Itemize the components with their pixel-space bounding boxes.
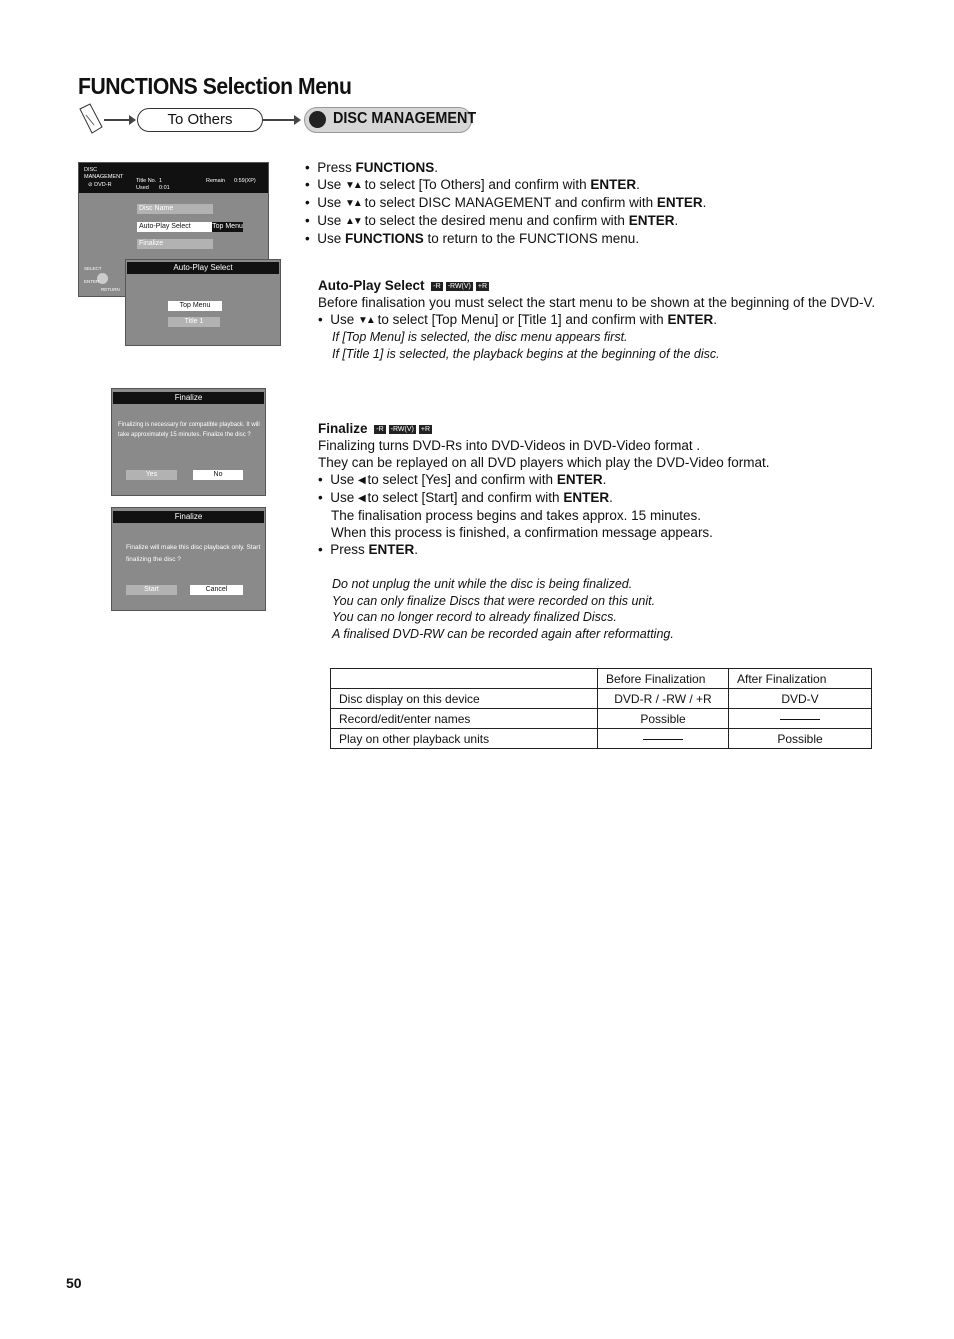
section-description: Finalizing turns DVD-Rs into DVD-Videos in DVD-Video format . — [318, 438, 701, 453]
down-up-arrows-icon: ▼▲ — [345, 180, 361, 191]
section-heading: Finalize -R -RW(V) +R — [318, 421, 431, 436]
auto-play-bullet: • Use ▼▲ to select [Top Menu] or [Title 1] and confirm with ENTER. — [318, 312, 717, 327]
osd-used: 0:01 — [159, 185, 170, 191]
table-header-row — [331, 669, 872, 689]
finalization-table — [330, 668, 872, 749]
table-row — [331, 729, 872, 749]
table-header: Before Finalization — [598, 669, 729, 689]
osd-message: Finalize will make this disc playback only. Start finalizing the disc ? — [126, 544, 261, 563]
option-title-1[interactable]: Title 1 — [168, 317, 220, 327]
page-number: 50 — [66, 1275, 82, 1291]
table-cell: DVD-V — [729, 689, 872, 709]
remote-icon — [76, 103, 106, 137]
dash-line — [643, 739, 683, 740]
badge-rwv: -RW(V) — [390, 426, 414, 433]
osd-finalize-start — [111, 507, 266, 611]
breadcrumb-to-others: To Others — [137, 108, 263, 132]
osd-used-label: Used — [136, 185, 149, 191]
step-4: • Use ▲▼ to select the desired menu and confirm with ENTER. — [305, 213, 679, 228]
steps-list — [305, 159, 865, 247]
osd-enter-label: ENTER — [84, 279, 100, 284]
finalize-line: The finalisation process begins and takes approx. 15 minutes. — [331, 508, 701, 523]
osd-title-no: 1 — [159, 178, 163, 184]
osd-remain: 0:59(XP) — [234, 178, 256, 184]
left-arrow-icon: ◀ — [358, 493, 364, 504]
option-top-menu[interactable]: Top Menu — [168, 301, 222, 311]
osd-item-value: Top Menu — [212, 223, 243, 230]
left-arrow-icon: ◀ — [358, 475, 364, 486]
osd-item-disc-name[interactable]: Disc Name — [137, 204, 213, 214]
note: You can no longer record to already finalized Discs. — [332, 610, 617, 624]
table-cell-dash — [598, 729, 729, 749]
step-2: • Use ▼▲ to select [To Others] and confirm with ENTER. — [305, 177, 640, 192]
arrow-head-icon — [129, 115, 136, 125]
finalize-line: When this process is finished, a confirmation message appears. — [331, 525, 713, 540]
yes-button[interactable]: Yes — [126, 470, 177, 480]
step-3: • Use ▼▲ to select DISC MANAGEMENT and confirm with ENTER. — [305, 195, 707, 210]
table-row — [331, 689, 872, 709]
table-cell: Possible — [598, 709, 729, 729]
cancel-button[interactable]: Cancel — [190, 585, 243, 595]
osd-auto-play-select — [125, 259, 281, 346]
table-cell-dash — [729, 709, 872, 729]
finalize-section — [318, 420, 878, 642]
disc-icon — [309, 111, 326, 128]
badge-plus-r: +R — [420, 426, 431, 433]
osd-popup-title: Finalize — [113, 511, 264, 523]
finalize-bullet-2: • Use ◀ to select [Start] and confirm with ENTER. — [318, 490, 613, 505]
section-description: Before finalisation you must select the start menu to be shown at the beginning of the DVD-V. — [318, 295, 876, 310]
down-up-arrows-icon: ▼▲ — [345, 198, 361, 209]
page-title: FUNCTIONS Selection Menu — [78, 73, 352, 99]
osd-finalize-confirm — [111, 388, 266, 496]
section-heading: Auto-Play Select -R -RW(V) +R — [318, 278, 488, 293]
dash-line — [780, 719, 820, 720]
badge-plus-r: +R — [477, 283, 488, 290]
table-cell: DVD-R / -RW / +R — [598, 689, 729, 709]
osd-message: Finalizing is necessary for compatible playback. It will take approximately 15 minutes. Finalize the disc ? — [118, 422, 260, 438]
osd-item-finalize[interactable]: Finalize — [137, 239, 213, 249]
arrow-head-icon — [294, 115, 301, 125]
table-header — [331, 669, 598, 689]
badge-r: -R — [433, 283, 441, 290]
finalize-bullet-1: • Use ◀ to select [Yes] and confirm with ENTER. — [318, 472, 607, 487]
auto-play-section — [318, 277, 878, 362]
section-description: They can be replayed on all DVD players which play the DVD-Video format. — [318, 455, 770, 470]
table-row — [331, 709, 872, 729]
osd-return-label: RETURN — [101, 287, 120, 292]
osd-header-label: DISC MANAGEMENT — [84, 167, 124, 180]
no-button[interactable]: No — [193, 470, 243, 480]
table-cell: Record/edit/enter names — [331, 709, 598, 729]
badge-rwv: -RW(V) — [447, 283, 471, 290]
step-5: • Use FUNCTIONS to return to the FUNCTIONS menu. — [305, 231, 640, 246]
note: If [Title 1] is selected, the playback begins at the beginning of the disc. — [332, 346, 720, 361]
down-up-arrows-icon: ▼▲ — [358, 315, 374, 326]
step-1: • Press FUNCTIONS. — [305, 160, 439, 175]
breadcrumb-disc-management: DISC MANAGEMENT — [304, 107, 472, 133]
osd-remain-label: Remain — [206, 178, 225, 184]
up-down-arrows-icon: ▲▼ — [345, 216, 361, 227]
note: A finalised DVD-RW can be recorded again after reformatting. — [332, 626, 674, 641]
osd-item-auto-play-select[interactable]: Auto-Play Select — [137, 222, 213, 232]
arrow-icon — [104, 119, 132, 121]
osd-select-label: SELECT — [84, 266, 102, 271]
table-cell: Possible — [729, 729, 872, 749]
osd-title-no-label: Title No. — [136, 178, 157, 184]
note: Do not unplug the unit while the disc is being finalized. — [332, 577, 633, 591]
table-cell: Play on other playback units — [331, 729, 598, 749]
osd-disc-type: ⊘ DVD-R — [88, 182, 112, 188]
osd-popup-title: Finalize — [113, 392, 264, 404]
finalize-bullet-3: • Press ENTER. — [318, 542, 419, 557]
badge-r: -R — [376, 426, 384, 433]
table-cell: Disc display on this device — [331, 689, 598, 709]
table-header: After Finalization — [729, 669, 872, 689]
start-button[interactable]: Start — [126, 585, 177, 595]
arrow-icon — [263, 119, 297, 121]
note: If [Top Menu] is selected, the disc menu appears first. — [332, 330, 628, 344]
osd-popup-title: Auto-Play Select — [127, 262, 279, 274]
note: You can only finalize Discs that were recorded on this unit. — [332, 593, 656, 608]
